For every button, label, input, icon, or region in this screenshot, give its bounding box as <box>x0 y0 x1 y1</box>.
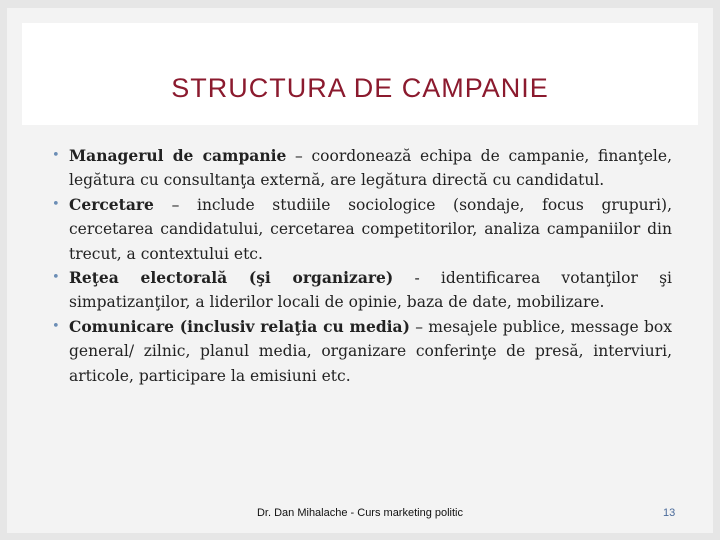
bullet-text: – coordonează echipa de campanie, finanţele, legătura cu consultanţa externă, are legătura directă cu candidatul. <box>69 147 672 190</box>
bullet-heading: Comunicare (inclusiv relaţia cu media) <box>69 316 410 336</box>
bullet-heading: Reţea electorală (şi organizare) <box>69 268 394 288</box>
bullet-icon: • <box>52 270 60 286</box>
title-box <box>22 23 698 125</box>
bullet-icon: • <box>52 318 60 334</box>
bullet-item-research <box>52 193 672 266</box>
bullet-text: - identificarea votanţilor şi simpatizanţilor, a liderilor locali de opinie, baza de date, mobilizare. <box>69 269 672 312</box>
bullet-item-manager <box>52 144 672 193</box>
bullet-text: – include studiile sociologice (sondaje, focus grupuri), cercetarea candidatului, cercetarea competitorilor, analiza campaniilor din trecut, a contextului etc. <box>69 195 672 263</box>
bullet-heading: Managerul de campanie <box>69 146 287 165</box>
slide-title: STRUCTURA DE CAMPANIE <box>171 73 549 103</box>
bullet-item-network <box>52 266 672 315</box>
bullet-icon: • <box>52 196 60 212</box>
page-number: 13 <box>663 507 676 519</box>
bullet-icon: • <box>52 148 60 163</box>
slide-footer: Dr. Dan Mihalache - Curs marketing politic <box>256 507 464 519</box>
bullet-text: – mesajele publice, message box general/ zilnic, planul media, organizare conferinţe de presă, interviuri, articole, participare la emisiuni etc. <box>69 317 672 385</box>
slide-content <box>52 144 672 388</box>
bullet-heading: Cercetare <box>69 194 154 214</box>
bullet-item-communication <box>52 315 672 388</box>
